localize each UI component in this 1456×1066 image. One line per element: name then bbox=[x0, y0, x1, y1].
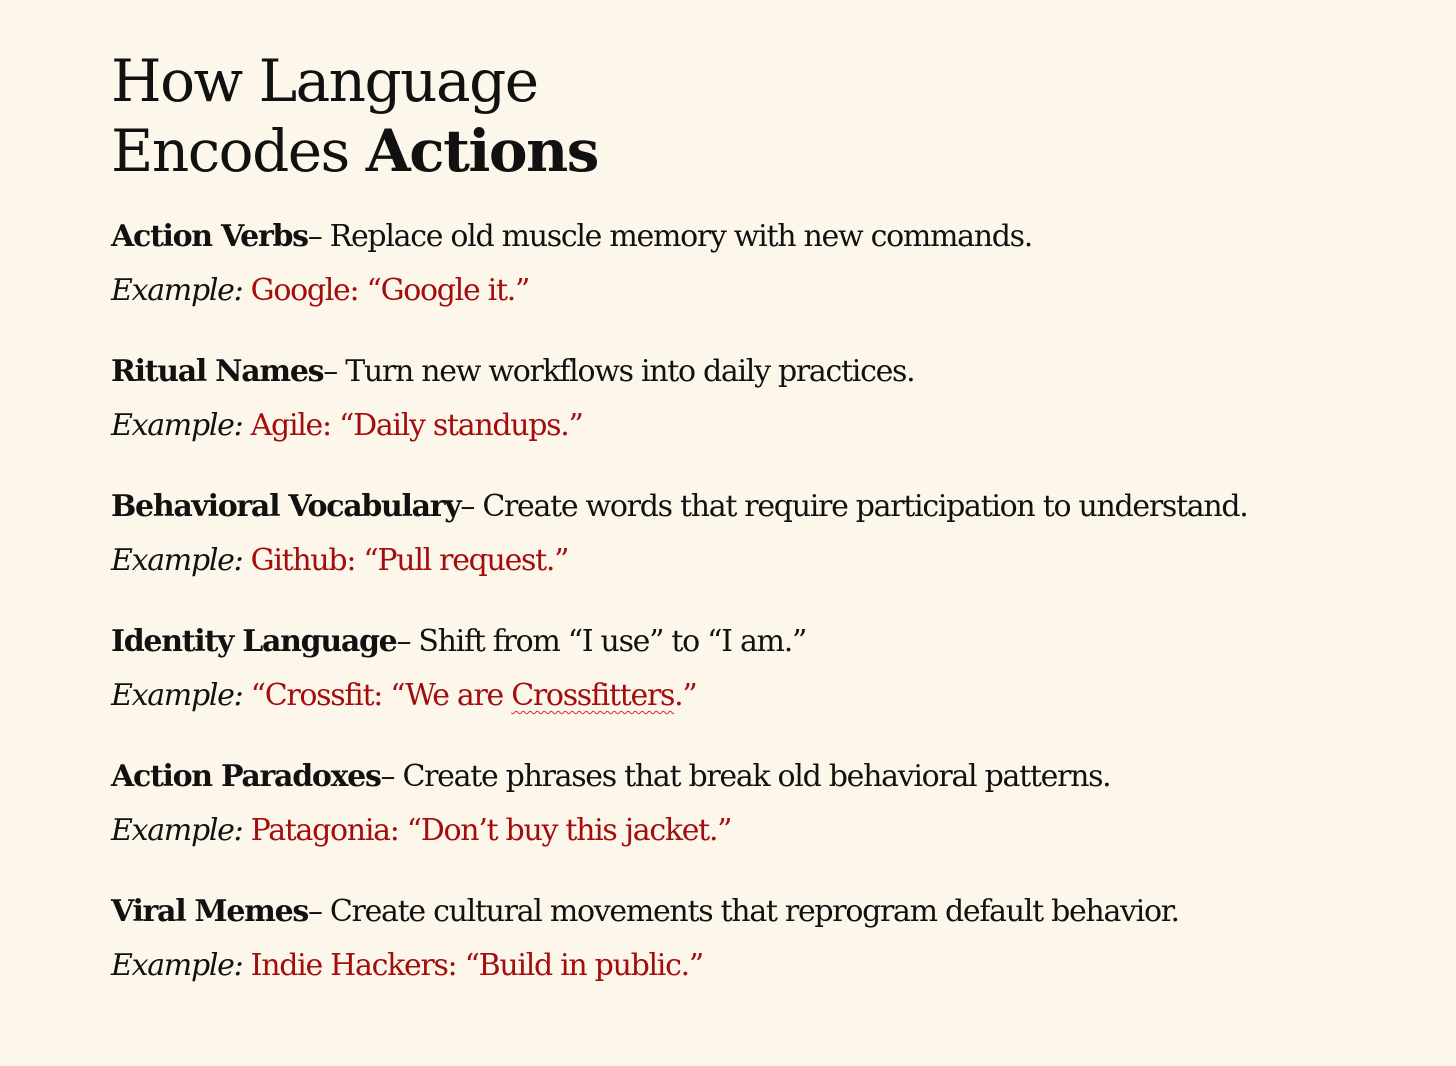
concept-example bbox=[111, 399, 1456, 453]
concept-definition bbox=[111, 345, 1456, 399]
title-line-2-bold: Actions bbox=[365, 117, 598, 185]
concept-example bbox=[111, 264, 1456, 318]
concept-item-viral-memes bbox=[111, 885, 1456, 993]
concept-description: – Turn new workflows into daily practices. bbox=[323, 354, 915, 389]
example-text-end: .” bbox=[674, 678, 697, 713]
concept-item-action-verbs bbox=[111, 210, 1456, 318]
concept-definition bbox=[111, 615, 1456, 669]
example-label: Example: bbox=[111, 408, 243, 443]
example-label: Example: bbox=[111, 543, 243, 578]
example-label: Example: bbox=[111, 273, 243, 308]
concept-description: – Create words that require participation to understand. bbox=[460, 489, 1248, 524]
page-title bbox=[111, 46, 1456, 186]
title-line-1: How Language bbox=[111, 47, 538, 115]
example-label: Example: bbox=[111, 678, 243, 713]
concept-description: – Shift from “I use” to “I am.” bbox=[396, 624, 806, 659]
concept-term: Viral Memes bbox=[111, 894, 308, 929]
example-text bbox=[251, 678, 697, 713]
concept-definition bbox=[111, 885, 1456, 939]
concept-term: Ritual Names bbox=[111, 354, 324, 389]
concept-item-behavioral-vocabulary bbox=[111, 480, 1456, 588]
concept-description: – Create phrases that break old behavioral patterns. bbox=[380, 759, 1111, 794]
concept-definition bbox=[111, 210, 1456, 264]
concept-term: Action Paradoxes bbox=[111, 759, 381, 794]
concept-example bbox=[111, 939, 1456, 993]
concept-item-ritual-names bbox=[111, 345, 1456, 453]
example-text: Agile: “Daily standups.” bbox=[250, 408, 583, 443]
concept-list bbox=[111, 210, 1456, 993]
example-label: Example: bbox=[111, 948, 243, 983]
concept-definition bbox=[111, 480, 1456, 534]
concept-description: – Create cultural movements that reprogram default behavior. bbox=[307, 894, 1179, 929]
spellcheck-flagged-word: Crossfitters bbox=[511, 678, 675, 713]
concept-description: – Replace old muscle memory with new commands. bbox=[307, 219, 1032, 254]
concept-term: Behavioral Vocabulary bbox=[111, 489, 461, 524]
concept-term: Action Verbs bbox=[111, 219, 308, 254]
title-line-2-regular: Encodes bbox=[111, 117, 366, 185]
concept-term: Identity Language bbox=[111, 624, 397, 659]
concept-item-action-paradoxes bbox=[111, 750, 1456, 858]
concept-item-identity-language bbox=[111, 615, 1456, 723]
example-text: Github: “Pull request.” bbox=[250, 543, 569, 578]
example-label: Example: bbox=[111, 813, 243, 848]
example-text: Patagonia: “Don’t buy this jacket.” bbox=[250, 813, 732, 848]
concept-example bbox=[111, 804, 1456, 858]
example-text: Indie Hackers: “Build in public.” bbox=[250, 948, 703, 983]
concept-example bbox=[111, 534, 1456, 588]
example-text: Google: “Google it.” bbox=[250, 273, 529, 308]
concept-example bbox=[111, 669, 1456, 723]
example-text-start: “Crossfit: “We are bbox=[250, 678, 512, 713]
title-line-2 bbox=[111, 116, 1456, 186]
concept-definition bbox=[111, 750, 1456, 804]
